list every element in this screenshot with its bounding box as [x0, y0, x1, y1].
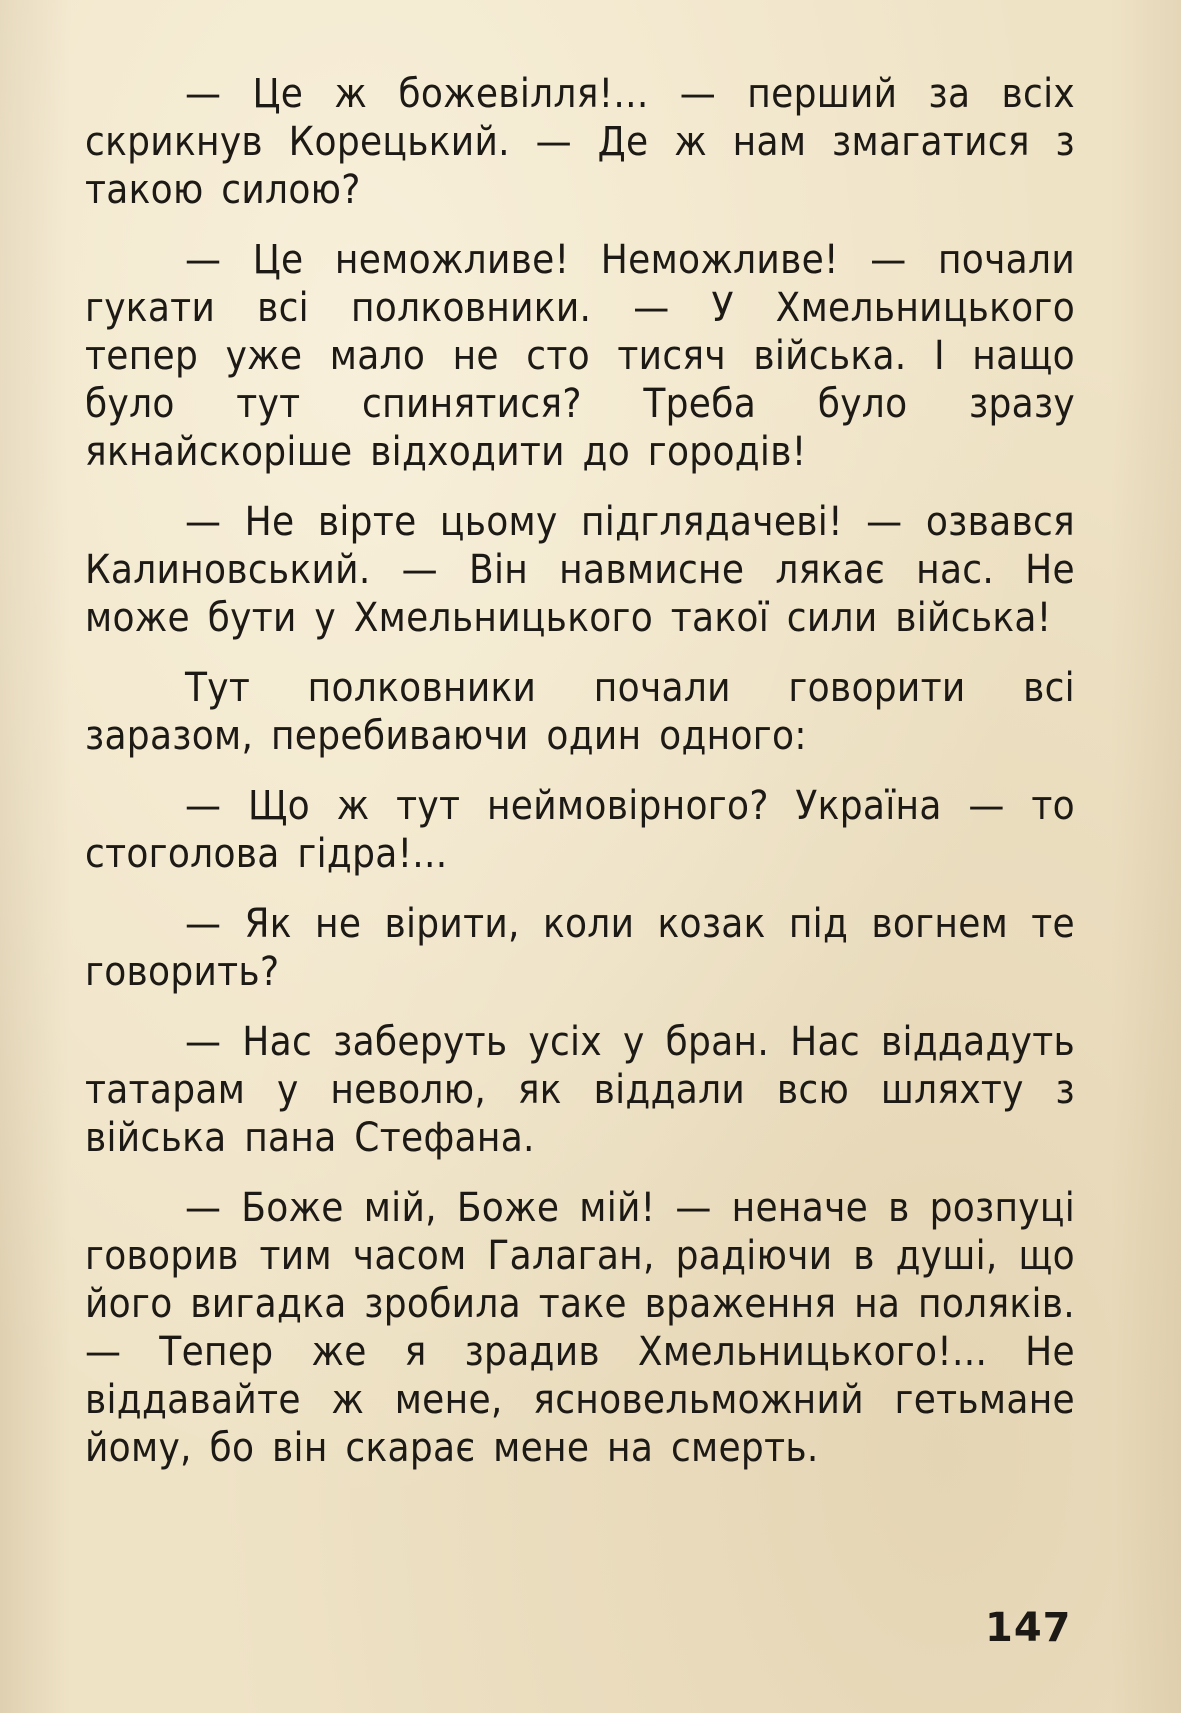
paragraph-3: — Не вірте цьому підглядачеві! — озвався Калиновський. — Він навмисне лякає нас. Не може бути у Хмельницького такої сили війська! — [85, 499, 1075, 641]
paragraph-1: — Це ж божевілля!... — перший за всіх скрикнув Корецький. — Де ж нам змагатися з такою силою? — [85, 71, 1075, 213]
paragraph-2: — Це неможливе! Неможливе! — почали гукати всі полковники. — У Хмельницького тепер уже мало не сто тисяч війська. І нащо було тут спинятися? Треба було зразу якнайскоріше відходити до городів! — [85, 237, 1075, 475]
paragraph-5: — Що ж тут неймовірного? Україна — то стоголова гідра!... — [85, 783, 1075, 877]
paragraph-8: — Боже мій, Боже мій! — неначе в розпуці говорив тим часом Галаган, радіючи в душі, що його вигадка зробила таке враження на поляків. — Тепер же я зрадив Хмельницького!... Не віддавайте ж мене, ясновельможний гетьмане йому, бо він скарає мене на смерть. — [85, 1185, 1075, 1471]
paragraph-7: — Нас заберуть усіх у бран. Нас віддадуть татарам у неволю, як віддали всю шляхту з війська пана Стефана. — [85, 1019, 1075, 1161]
paragraph-6: — Як не вірити, коли козак під вогнем те говорить? — [85, 901, 1075, 995]
page-body — [85, 70, 1075, 1670]
page-number: 147 — [985, 1605, 1072, 1651]
paragraph-4: Тут полковники почали говорити всі заразом, перебиваючи один одного: — [85, 665, 1075, 759]
